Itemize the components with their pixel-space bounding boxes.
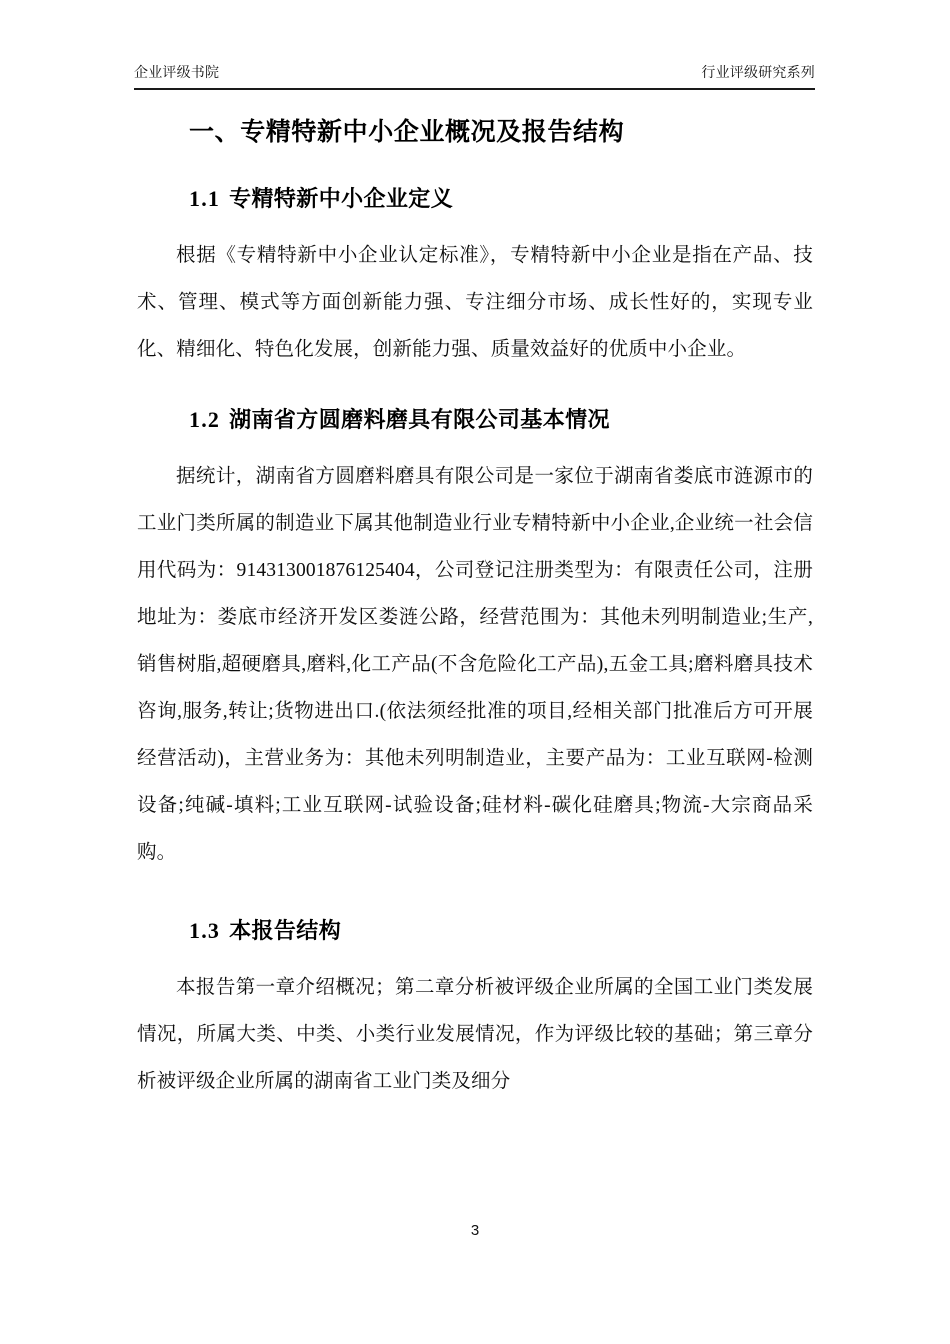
section-number-1-1: 1.1 <box>189 186 221 211</box>
spacer <box>137 876 813 910</box>
spacer <box>137 373 813 399</box>
header-left-text: 企业评级书院 <box>134 64 220 80</box>
section-title-1-1: 专精特新中小企业定义 <box>229 186 454 211</box>
header-right-text: 行业评级研究系列 <box>701 64 815 80</box>
paragraph-1-2: 据统计，湖南省方圆磨料磨具有限公司是一家位于湖南省娄底市涟源市的工业门类所属的制造业下属其他制造业行业专精特新中小企业,企业统一社会信用代码为：914313001876125404，公司登记注册类型为：有限责任公司，注册地址为：娄底市经济开发区娄涟公路，经营范围为：其他未列明制造业;生产,销售树脂,超硬磨具,磨料,化工产品(不含危险化工产品),五金工具;磨料磨具技术咨询,服务,转让;货物进出口.(依法须经批准的项目,经相关部门批准后方可开展经营活动)，主营业务为：其他未列明制造业，主要产品为：工业互联网-检测设备;纯碱-填料;工业互联网-试验设备;硅材料-碳化硅磨具;物流-大宗商品采购。 <box>137 466 813 863</box>
header-divider-rule <box>134 88 815 90</box>
chapter-heading: 一、专精特新中小企业概况及报告结构 <box>189 119 625 146</box>
section-title-1-3: 本报告结构 <box>229 918 342 943</box>
section-number-1-3: 1.3 <box>189 918 221 943</box>
section-number-1-2: 1.2 <box>189 407 221 432</box>
page-content <box>137 110 813 1105</box>
spacer <box>137 220 813 232</box>
paragraph-1-1: 根据《专精特新中小企业认定标准》，专精特新中小企业是指在产品、技术、管理、模式等方面创新能力强、专注细分市场、成长性好的，实现专业化、精细化、特色化发展，创新能力强、质量效益好的优质中小企业。 <box>137 245 813 360</box>
paragraph-1-3: 本报告第一章介绍概况；第二章分析被评级企业所属的全国工业门类发展情况，所属大类、中类、小类行业发展情况，作为评级比较的基础；第三章分析被评级企业所属的湖南省工业门类及细分 <box>137 977 813 1092</box>
spacer <box>137 952 813 964</box>
section-heading-1-2 <box>137 399 813 441</box>
running-header <box>134 62 815 82</box>
section-heading-1-1 <box>137 178 813 220</box>
section-title-1-2: 湖南省方圆磨料磨具有限公司基本情况 <box>229 407 610 432</box>
section-heading-1-3 <box>137 910 813 952</box>
page-number: 3 <box>470 1222 480 1239</box>
spacer <box>137 156 813 178</box>
spacer <box>137 441 813 453</box>
